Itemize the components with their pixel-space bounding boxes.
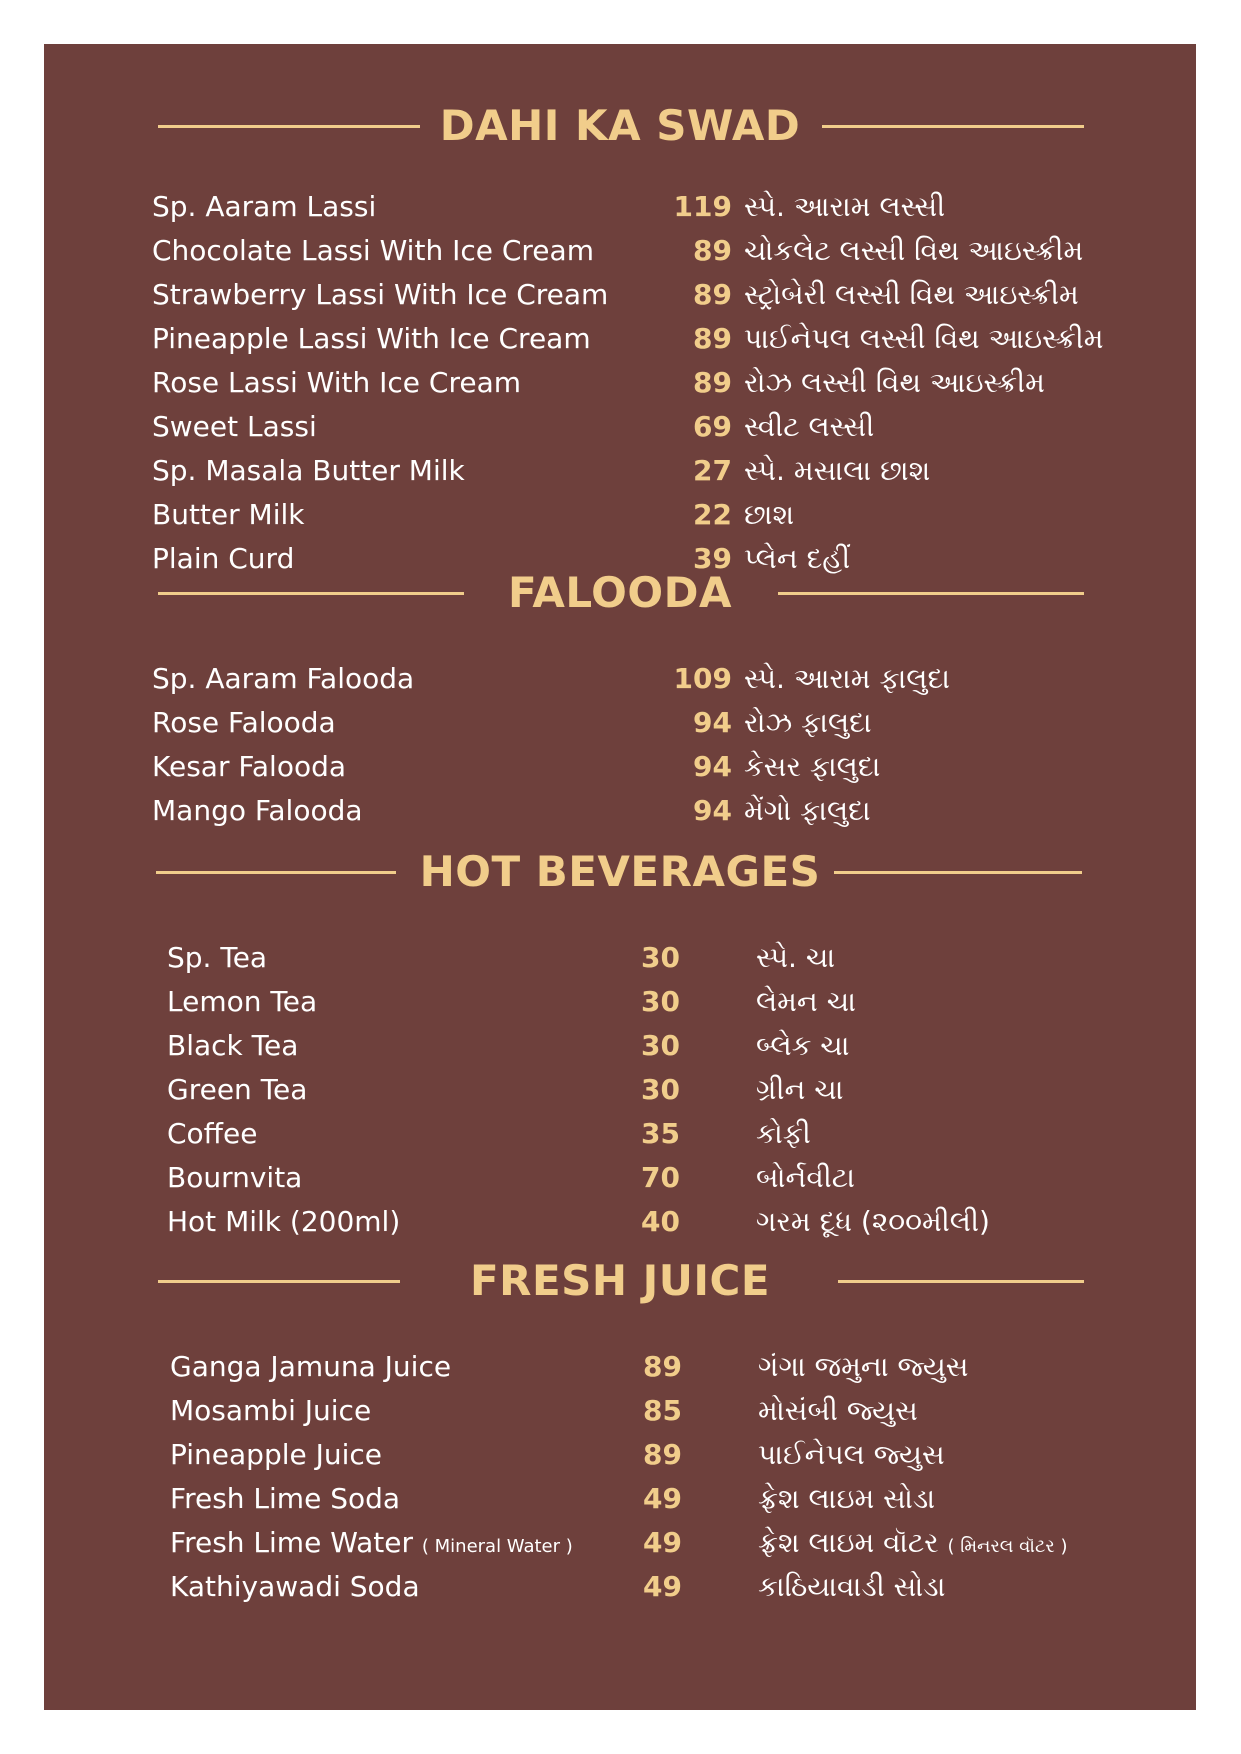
- menu-item: [44, 1389, 1196, 1433]
- item-price: 85: [643, 1394, 682, 1427]
- item-price: 89: [693, 234, 732, 267]
- section-header: [44, 1251, 1196, 1311]
- item-name: Coffee: [167, 1117, 258, 1150]
- item-name-gujarati: રોઝ ફાલુદા: [744, 706, 872, 739]
- item-price: 49: [643, 1526, 682, 1559]
- item-name-gujarati: મેંગો ફાલુદા: [744, 794, 871, 827]
- item-price: 89: [643, 1438, 682, 1471]
- menu-item: [44, 745, 1196, 789]
- item-price: 39: [693, 542, 732, 575]
- menu-panel: [44, 44, 1196, 1710]
- item-name-gujarati: બોર્નવીટા: [756, 1161, 855, 1194]
- item-name-gujarati: રોઝ લસ્સી વિથ આઇસ્ક્રીમ: [744, 366, 1045, 399]
- item-name: Kesar Falooda: [152, 750, 347, 783]
- item-name: Strawberry Lassi With Ice Cream: [152, 278, 609, 311]
- item-price: 30: [641, 1073, 680, 1106]
- header-rule-right: [822, 125, 1084, 128]
- item-price: 30: [641, 1029, 680, 1062]
- menu-item: [44, 657, 1196, 701]
- menu-item: [44, 1433, 1196, 1477]
- menu-item: [44, 1024, 1196, 1068]
- section-fresh-juice: [44, 1251, 1196, 1311]
- menu-item: [44, 789, 1196, 833]
- menu-item: [44, 1112, 1196, 1156]
- item-price: 69: [693, 410, 732, 443]
- item-name: Bournvita: [167, 1161, 303, 1194]
- item-name: Chocolate Lassi With Ice Cream: [152, 234, 594, 267]
- section-header: [44, 842, 1196, 902]
- item-name: Lemon Tea: [167, 985, 318, 1018]
- section-title: DAHI KA SWAD: [439, 101, 801, 150]
- item-name: Green Tea: [167, 1073, 308, 1106]
- item-price: 109: [673, 662, 732, 695]
- item-name-gujarati: કાઠિયાવાડી સોડા: [758, 1570, 946, 1603]
- item-name: Hot Milk (200ml): [167, 1205, 401, 1238]
- header-rule-right: [834, 871, 1082, 874]
- section-title: FRESH JUICE: [469, 1256, 771, 1305]
- section-title: HOT BEVERAGES: [419, 847, 821, 896]
- item-name-gujarati: મોસંબી જ્યુસ: [758, 1394, 918, 1427]
- menu-item: [44, 1565, 1196, 1609]
- menu-item: [44, 317, 1196, 361]
- item-name-gujarati: કેસર ફાલુદા: [744, 750, 881, 783]
- item-price: 30: [641, 985, 680, 1018]
- item-price: 22: [693, 498, 732, 531]
- item-price: 94: [693, 794, 732, 827]
- item-name-gujarati: ગ્રીન ચા: [756, 1073, 844, 1106]
- item-price: 119: [673, 190, 732, 223]
- section-title: FALOODA: [508, 568, 732, 617]
- item-price: 94: [693, 750, 732, 783]
- header-rule-right: [838, 1280, 1084, 1283]
- item-name: Pineapple Lassi With Ice Cream: [152, 322, 591, 355]
- item-name-gujarati-text: ફ્રેશ લાઇમ વૉટર: [758, 1526, 939, 1559]
- item-name-gujarati: સ્પે. આરામ લસ્સી: [744, 190, 946, 223]
- item-name-gujarati: પાઈનેપલ જ્યુસ: [758, 1438, 945, 1471]
- item-name: Rose Lassi With Ice Cream: [152, 366, 522, 399]
- item-name: Rose Falooda: [152, 706, 336, 739]
- item-price: 89: [693, 278, 732, 311]
- item-name: Plain Curd: [152, 542, 295, 575]
- item-name-gujarati: છાશ: [744, 498, 795, 531]
- item-name-gujarati-note: ( મિનરલ વૉટર ): [947, 1536, 1068, 1557]
- item-price: 89: [693, 366, 732, 399]
- header-rule-right: [778, 592, 1084, 595]
- menu-item: [44, 701, 1196, 745]
- item-price: 89: [643, 1350, 682, 1383]
- item-price: 40: [641, 1205, 680, 1238]
- item-price: 94: [693, 706, 732, 739]
- item-name: Black Tea: [167, 1029, 299, 1062]
- item-name-gujarati: લેમન ચા: [756, 985, 856, 1018]
- item-name: Butter Milk: [152, 498, 305, 531]
- item-price: 70: [641, 1161, 680, 1194]
- menu-item: [44, 493, 1196, 537]
- menu-item: [44, 1477, 1196, 1521]
- item-price: 49: [643, 1482, 682, 1515]
- item-name: Fresh Lime Soda: [170, 1482, 401, 1515]
- menu-item: [44, 273, 1196, 317]
- item-name: Sp. Tea: [167, 941, 268, 974]
- menu-item: [44, 1521, 1196, 1565]
- item-name-gujarati: બ્લેક ચા: [756, 1029, 850, 1062]
- menu-item: [44, 1156, 1196, 1200]
- item-name: Sp. Masala Butter Milk: [152, 454, 465, 487]
- item-name-gujarati: ફ્રેશ લાઇમ સોડા: [758, 1482, 936, 1515]
- menu-item: [44, 405, 1196, 449]
- menu-item: [44, 185, 1196, 229]
- item-price: 35: [641, 1117, 680, 1150]
- menu-item: [44, 449, 1196, 493]
- item-name-gujarati: [758, 1521, 1067, 1569]
- section-header: [44, 96, 1196, 156]
- item-price: 27: [693, 454, 732, 487]
- item-name-gujarati: પ્લેન દહીં: [744, 542, 851, 575]
- menu-item: [44, 361, 1196, 405]
- menu-item: [44, 980, 1196, 1024]
- item-name-gujarati: ગરમ દૂધ (૨૦૦મીલી): [756, 1205, 990, 1238]
- item-name-text: Fresh Lime Water: [170, 1526, 413, 1559]
- item-price: 30: [641, 941, 680, 974]
- item-name-gujarati: પાઈનેપલ લસ્સી વિથ આઇસ્ક્રીમ: [744, 322, 1104, 355]
- item-name-gujarati: સ્પે. મસાલા છાશ: [744, 454, 931, 487]
- item-name: Sp. Aaram Falooda: [152, 662, 415, 695]
- item-name-gujarati: સ્વીટ લસ્સી: [744, 410, 875, 443]
- item-price: 49: [643, 1570, 682, 1603]
- item-name: Mango Falooda: [152, 794, 363, 827]
- menu-item: [44, 1068, 1196, 1112]
- item-name-note: ( Mineral Water ): [421, 1536, 573, 1557]
- item-name-gujarati: ગંગા જમુના જ્યુસ: [758, 1350, 969, 1383]
- menu-item: [44, 936, 1196, 980]
- item-name-gujarati: સ્પે. ચા: [756, 941, 836, 974]
- item-price: 89: [693, 322, 732, 355]
- item-name: Ganga Jamuna Juice: [170, 1350, 452, 1383]
- item-name-gujarati: કોફી: [756, 1117, 811, 1150]
- item-name-gujarati: સ્ટ્રોબેરી લસ્સી વિથ આઇસ્ક્રીમ: [744, 278, 1079, 311]
- section-dahi-ka-swad: [44, 96, 1196, 156]
- item-name: Sweet Lassi: [152, 410, 317, 443]
- menu-item: [44, 1345, 1196, 1389]
- section-hot-beverages: [44, 842, 1196, 902]
- item-name: Pineapple Juice: [170, 1438, 383, 1471]
- menu-item: [44, 1200, 1196, 1244]
- menu-item: [44, 537, 1196, 581]
- item-name: Sp. Aaram Lassi: [152, 190, 377, 223]
- menu-item: [44, 229, 1196, 273]
- item-name: Kathiyawadi Soda: [170, 1570, 420, 1603]
- item-name: Mosambi Juice: [170, 1394, 372, 1427]
- item-name-gujarati: સ્પે. આરામ ફાલુદા: [744, 662, 950, 695]
- item-name-gujarati: ચોકલેટ લસ્સી વિથ આઇસ્ક્રીમ: [744, 234, 1084, 267]
- item-name: [170, 1521, 573, 1569]
